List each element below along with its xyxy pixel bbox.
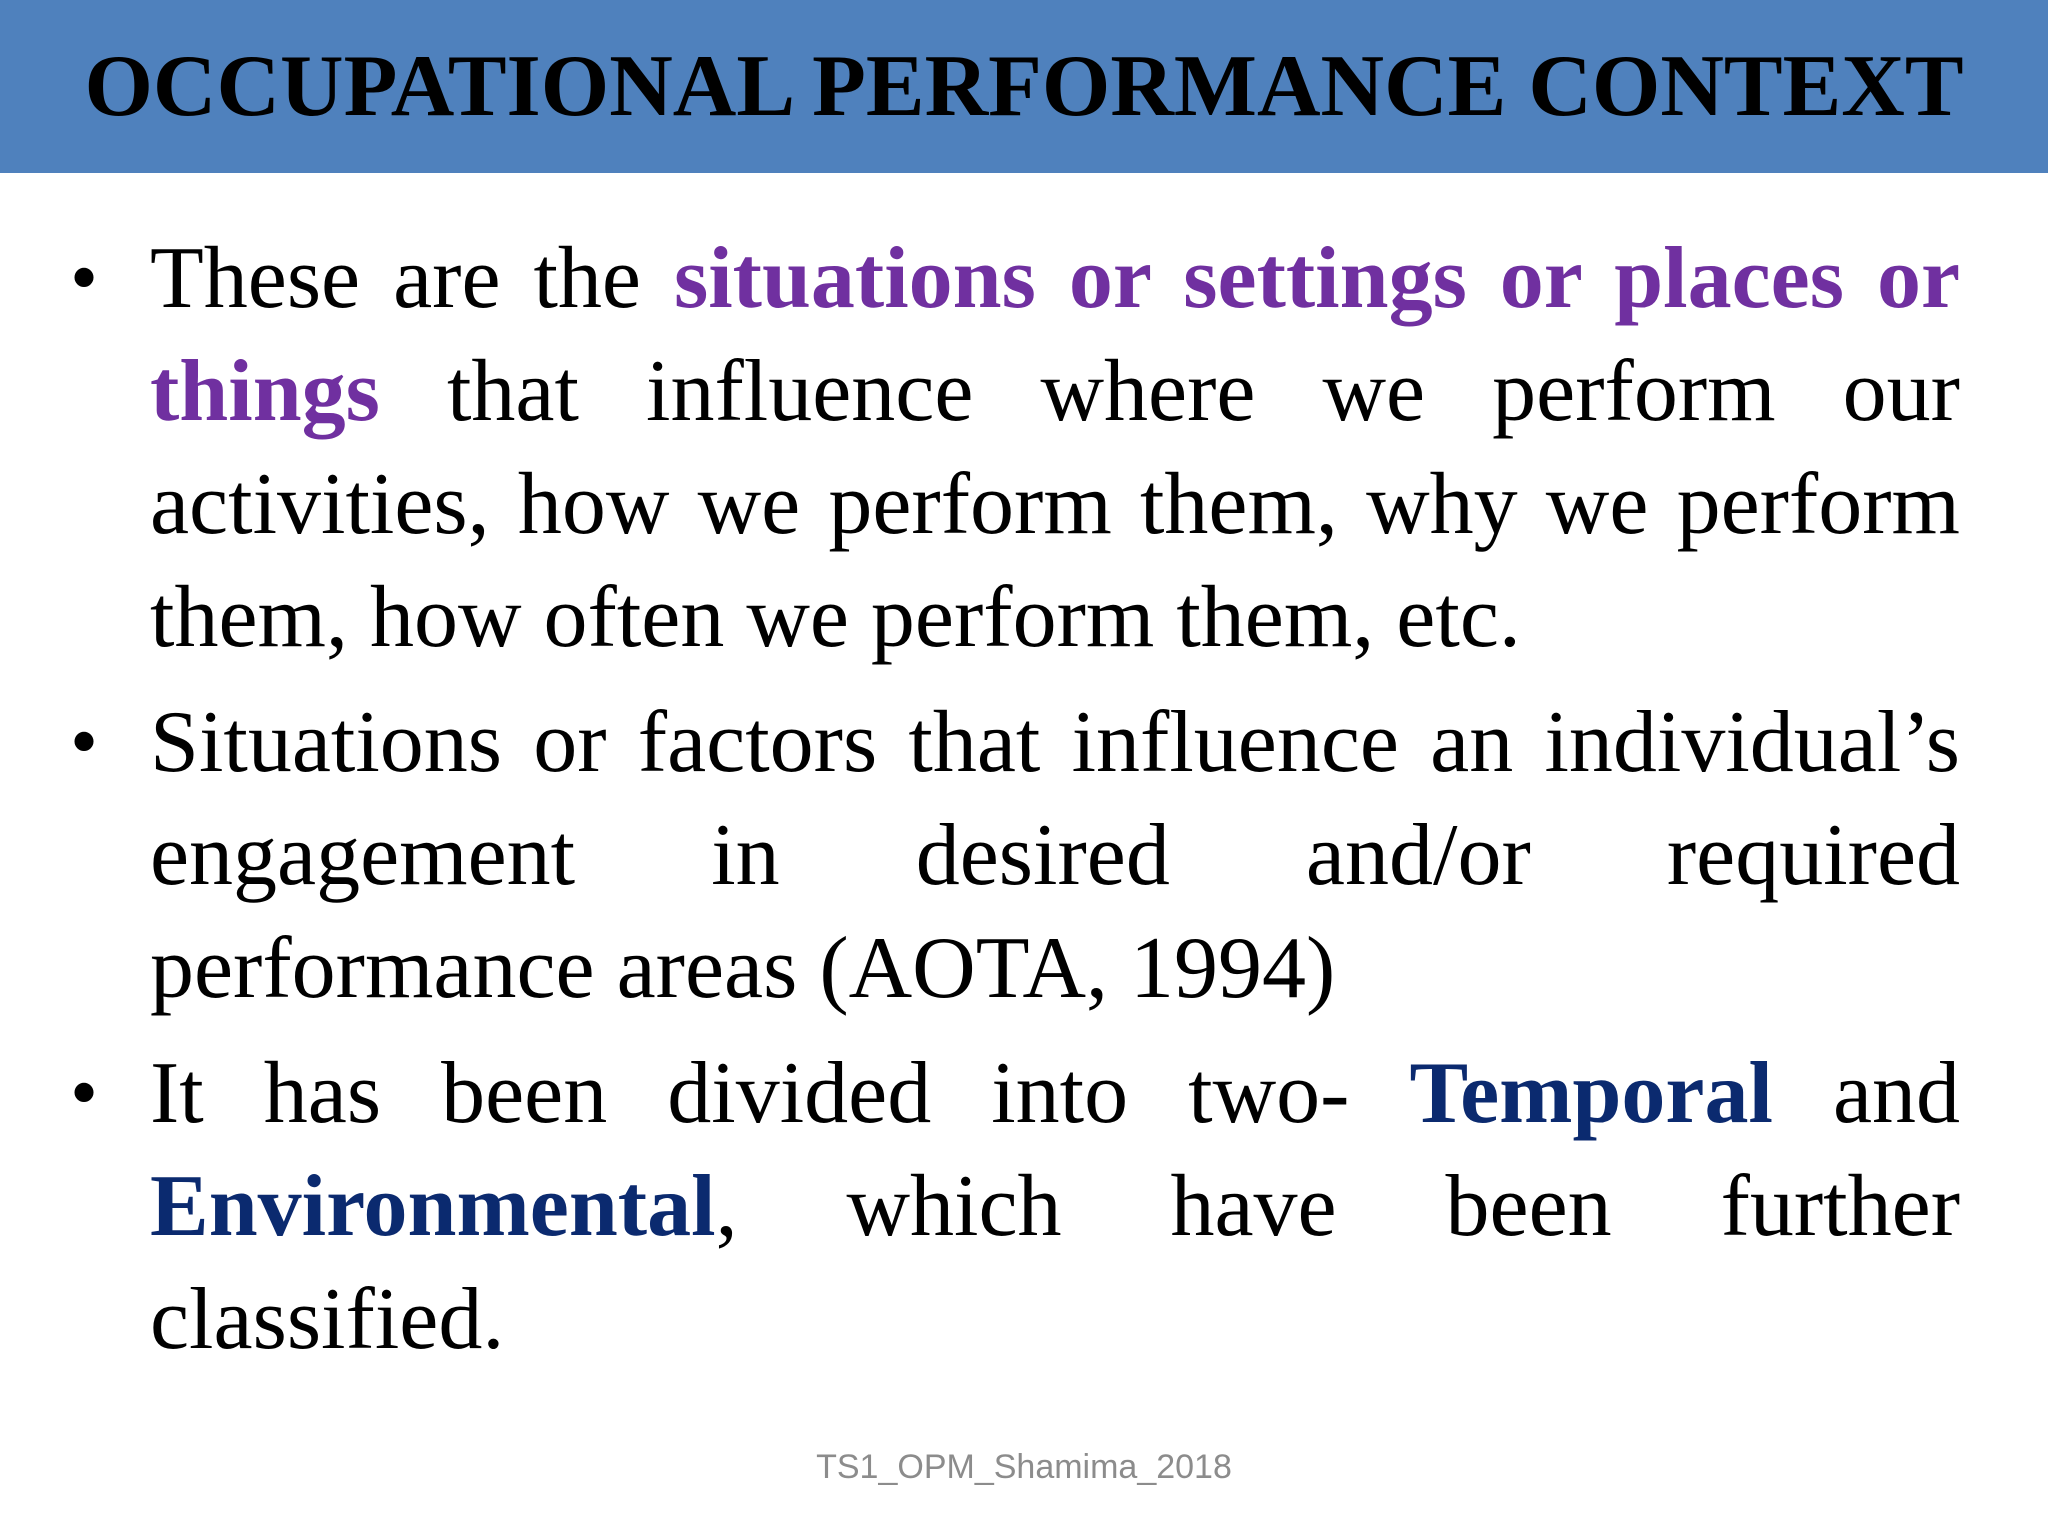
bullet-3-text-post: , which have been further classified. <box>150 1158 1960 1368</box>
slide-title: OCCUPATIONAL PERFORMANCE CONTEXT <box>84 38 1964 135</box>
bullet-2-text: Situations or factors that influence an individual’s engagement in desired and/or required performance areas (AOTA, 1994) <box>150 694 1960 1017</box>
bullet-1-text-pre: These are the <box>150 230 674 327</box>
bullet-3-highlight-environmental: Environmental <box>150 1158 716 1255</box>
bullet-icon: • <box>70 698 99 786</box>
bullet-3-text-pre: It has been divided into two- <box>150 1045 1410 1142</box>
bullet-3-text-mid: and <box>1772 1045 1961 1142</box>
slide-footer: TS1_OPM_Shamima_2018 <box>816 1448 1232 1486</box>
bullet-item-2 <box>70 686 1960 1025</box>
bullet-1-highlight: situations or settings or places or things <box>150 230 1961 440</box>
bullet-3-highlight-temporal: Temporal <box>1409 1045 1773 1142</box>
bullet-1-text-post: that influence where we perform our activities, how we perform them, why we perform them, how often we perform them, etc. <box>150 343 1960 666</box>
bullet-icon: • <box>70 234 99 322</box>
bullet-list <box>70 222 1960 1388</box>
title-bar <box>0 0 2048 173</box>
bullet-icon: • <box>70 1049 99 1137</box>
bullet-item-3 <box>70 1037 1960 1376</box>
bullet-item-1 <box>70 222 1960 674</box>
